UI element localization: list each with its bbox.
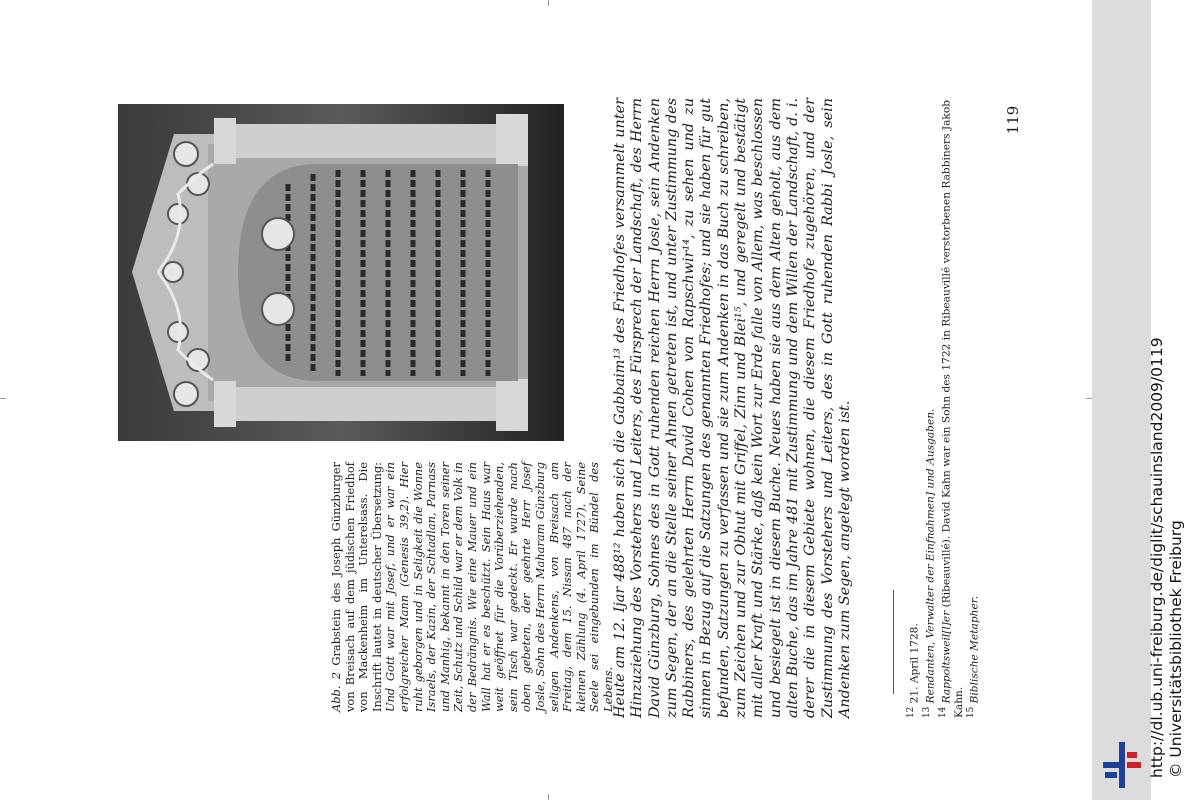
- copyright-notice: © Universitätsbibliothek Freiburg: [1167, 520, 1185, 778]
- ub-freiburg-logo-icon: [1103, 742, 1143, 788]
- page-number: 119: [1004, 105, 1022, 135]
- footnotes: [905, 98, 1015, 718]
- footnote: $^{12}$ 21. April 1728.: [906, 623, 921, 718]
- figure-caption: [329, 462, 615, 712]
- footnote: $^{14}$ Rappoltsweil[l]er (Ribeauvillé). David Kahn war ein Sohn des 1722 in Ribeauvillé verstorbenen Rabbiners Jakob Kahn.: [937, 100, 965, 718]
- figure-caption-text: Grabstein des Joseph Günzburger von Breisach auf dem jüdischen Friedhof von Mackenheim im Unterelsass. Die Inschrift lautet in deutscher Übersetzung:: [329, 462, 384, 712]
- figure-caption-label: Abb. 2: [329, 671, 343, 712]
- figure-caption-translation: Und Gott war mit Josef, und er war ein erfolgreicher Mann (Genesis 39,2). Hier ruht geborgen und in Seligkeit die Wonne Israels, der Kazin, der Schtadlan, Parnass und Manhig, bekannt in den Toren seiner Zeit, Schutz und Schild war er dem Volk in der Bedrängnis. Wie eine Mauer und ein Wall hat er es beschützt. Sein Haus war weit geöffnet für die Vorüberziehenden, sein Tisch war gedeckt. Er wurde nach oben gebeten, der geehrte Herr Josef Josle, Sohn des Herrn Maharam Günzburg seligen Andenkens, von Breisach am Freitag, dem 15. Nissan 487 nach der kleinen Zählung (4. April 1727). Seine Seele sei eingebunden im Bündel des Lebens.: [383, 462, 615, 712]
- footnote: $^{13}$ Rendanten, Verwalter der Einfnahmen] und Ausgaben.: [921, 408, 937, 718]
- library-sidebar: [1092, 0, 1151, 800]
- crop-mark: [548, 794, 549, 800]
- footnote-rule: [893, 590, 894, 694]
- main-text: Heute am 12. Ijar 488¹² haben sich die Gabbaim¹³ des Friedhofes versammelt unter Hinzuziehung des Vorstehers und Leiters, des Fürsprech der Landschaft, des Herrn David Günzburg, Sohnes des in Gott ruhenden reichen Herrn Josle, sein Andenken zum Segen, der an die Stelle seiner Ahnen getreten ist, und unter Zustimmung des Rabbiners, des gelehrten Herrn David Cohen von Rapschwir¹⁴, zu sehen und zu sinnen in Bezug auf die Satzungen des genannten Friedhofes; und sie haben für gut befunden, Satzungen zu verfassen und sie zum Andenken in das Buch zu schreiben, zum Zeichen und zur Obhut mit Griffel, Zinn und Blei¹⁵, und geregelt und bestätigt mit aller Kraft und Stärke, daß kein Wort zur Erde falle von Allem, was beschlossen und besiegelt ist in diesem Buche. Neues haben sie aus dem Alten geholt, aus dem alten Buche, das im Jahre 481 mit Zustimmung und dem Willen der Landschaft, d. i. derer die in diesem Gebiete wohnen, die diesem Friedhofe zugehören, und der Zustimmung des Vorstehers und Leiters, des in Gott ruhenden Rabbi Josle, sein Andenken zum Segen, angelegt worden ist.: [612, 98, 853, 718]
- footnote: $^{15}$ Biblische Metapher.: [966, 596, 981, 718]
- permalink-url[interactable]: http://dl.ub.uni-freiburg.de/diglit/schauinsland2009/0119: [1148, 337, 1166, 778]
- sidebar-text: [1148, 8, 1186, 778]
- crop-mark: [548, 0, 549, 6]
- crop-mark: [0, 398, 6, 399]
- gravestone-photo: [118, 104, 564, 441]
